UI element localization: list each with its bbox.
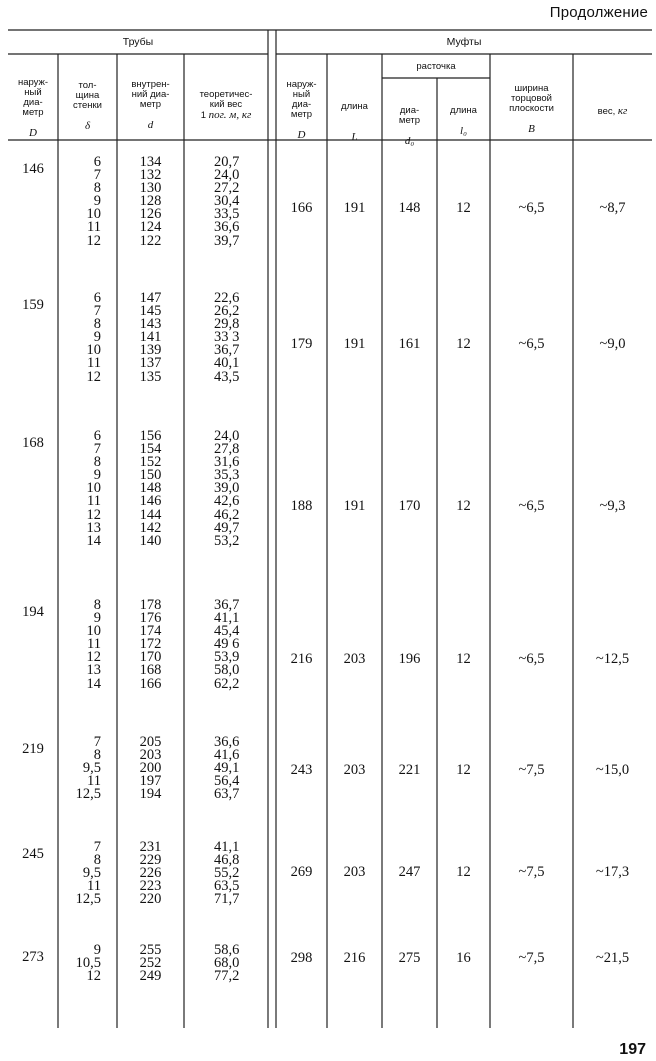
- row-bore-diameter: 221: [398, 762, 421, 778]
- row-coupling-outer-diameter: 216: [290, 651, 313, 667]
- header-coupling-length-symbol: L: [351, 131, 358, 143]
- row-outer-diameter: 219: [22, 741, 44, 757]
- row-bore-length: 12: [456, 498, 471, 514]
- header-theoretical-weight: [184, 80, 268, 121]
- row-theoretical-weight: 41,1 46,8 55,2 63,5 71,7: [214, 839, 240, 908]
- row-face-width: ~6,5: [518, 200, 545, 216]
- row-coupling-length: 191: [343, 200, 366, 216]
- row-inner-diameter: 205 203 200 197 194: [139, 734, 162, 803]
- row-wall-thickness: 7 8 9,5 11 12,5: [75, 839, 101, 908]
- row-face-width: ~7,5: [518, 762, 545, 778]
- row-bore-diameter: 275: [398, 950, 421, 966]
- header-face-width: [490, 74, 573, 135]
- row-coupling-outer-diameter: 269: [290, 864, 313, 880]
- row-bore-length: 16: [456, 950, 471, 966]
- header-coupling-weight-unit: кг: [617, 105, 628, 117]
- row-coupling-weight: ~15,0: [595, 762, 630, 778]
- header-theoretical-weight-label: теоретичес- кий вес 1: [199, 89, 253, 121]
- row-face-width: ~6,5: [518, 498, 545, 514]
- row-coupling-outer-diameter: 298: [290, 950, 313, 966]
- row-bore-diameter: 196: [398, 651, 421, 667]
- header-bore-length: [437, 96, 490, 137]
- row-wall-thickness: 6 7 8 9 10 11 12 13 14: [86, 428, 101, 549]
- row-inner-diameter: 231 229 226 223 220: [139, 839, 162, 908]
- header-bore-diameter: [382, 96, 437, 147]
- row-outer-diameter: 194: [22, 604, 44, 620]
- header-coupling-outer-diameter-symbol: D: [297, 129, 306, 141]
- header-coupling-weight-label: вес,: [597, 106, 618, 117]
- header-bore-diameter-label: диа- метр: [398, 105, 421, 126]
- row-bore-diameter: 148: [398, 200, 421, 216]
- header-pipe-outer-diameter-symbol: D: [29, 127, 37, 139]
- row-bore-length: 12: [456, 762, 471, 778]
- row-face-width: ~6,5: [518, 651, 545, 667]
- header-wall-thickness-symbol: δ: [84, 120, 91, 132]
- row-wall-thickness: 8 9 10 11 12 13 14: [86, 597, 101, 692]
- row-theoretical-weight: 36,6 41,6 49,1 56,4 63,7: [214, 734, 240, 803]
- header-couplings: Муфты: [446, 36, 482, 48]
- row-coupling-length: 203: [343, 864, 366, 880]
- row-outer-diameter: 146: [22, 161, 44, 177]
- row-theoretical-weight: 58,6 68,0 77,2: [214, 942, 240, 985]
- header-face-width-label: ширина торцовой плоскости: [509, 83, 554, 114]
- row-wall-thickness: 6 7 8 9 10 11 12: [86, 154, 101, 249]
- row-coupling-length: 191: [343, 336, 366, 352]
- header-coupling-outer-diameter: [276, 70, 327, 141]
- row-bore-length: 12: [456, 336, 471, 352]
- row-coupling-weight: ~21,5: [595, 950, 630, 966]
- header-coupling-weight: [573, 96, 652, 117]
- row-theoretical-weight: 22,6 26,2 29,8 33 3 36,7 40,1 43,5: [214, 290, 240, 385]
- header-pipe-outer-diameter-label: наруж- ный диа- метр: [17, 77, 49, 118]
- continued-label: Продолжение: [549, 4, 648, 21]
- row-coupling-weight: ~9,0: [599, 336, 626, 352]
- row-coupling-outer-diameter: 179: [290, 336, 313, 352]
- row-coupling-length: 203: [343, 651, 366, 667]
- row-outer-diameter: 273: [22, 949, 44, 965]
- header-bore-length-label: длина: [450, 105, 477, 116]
- row-theoretical-weight: 36,7 41,1 45,4 49 6 53,9 58,0 62,2: [214, 597, 240, 692]
- row-face-width: ~6,5: [518, 336, 545, 352]
- row-face-width: ~7,5: [518, 950, 545, 966]
- header-coupling-length-label: длина: [341, 101, 368, 112]
- row-bore-length: 12: [456, 200, 471, 216]
- header-inner-diameter: [117, 70, 184, 131]
- row-bore-diameter: 161: [398, 336, 421, 352]
- row-outer-diameter: 245: [22, 846, 44, 862]
- header-bore-length-symbol: l₀: [460, 125, 467, 137]
- header-inner-diameter-label: внутрен- ний диа- метр: [131, 79, 170, 110]
- row-inner-diameter: 255 252 249: [139, 942, 162, 985]
- header-wall-thickness: [58, 71, 117, 132]
- row-bore-diameter: 170: [398, 498, 421, 514]
- row-coupling-outer-diameter: 188: [290, 498, 313, 514]
- row-coupling-weight: ~9,3: [599, 498, 626, 514]
- row-coupling-length: 191: [343, 498, 366, 514]
- row-face-width: ~7,5: [518, 864, 545, 880]
- row-inner-diameter: 134 132 130 128 126 124 122: [139, 154, 162, 249]
- row-coupling-length: 203: [343, 762, 366, 778]
- row-coupling-weight: ~12,5: [595, 651, 630, 667]
- row-coupling-weight: ~8,7: [599, 200, 626, 216]
- row-coupling-outer-diameter: 166: [290, 200, 313, 216]
- header-theoretical-weight-unit: пог. м, кг: [208, 109, 252, 121]
- row-coupling-outer-diameter: 243: [290, 762, 313, 778]
- header-coupling-length: [327, 92, 382, 143]
- row-inner-diameter: 147 145 143 141 139 137 135: [139, 290, 162, 385]
- header-bore-diameter-symbol: d₀: [404, 135, 415, 147]
- row-theoretical-weight: 24,0 27,8 31,6 35,3 39,0 42,6 46,2 49,7 53,2: [214, 428, 240, 549]
- row-bore-diameter: 247: [398, 864, 421, 880]
- row-inner-diameter: 156 154 152 150 148 146 144 142 140: [139, 428, 162, 549]
- header-bore: расточка: [416, 61, 456, 72]
- row-wall-thickness: 9 10,5 12: [75, 942, 101, 985]
- header-pipes: Трубы: [122, 36, 154, 48]
- header-face-width-symbol: B: [528, 123, 535, 135]
- row-wall-thickness: 6 7 8 9 10 11 12: [86, 290, 101, 385]
- row-wall-thickness: 7 8 9,5 11 12,5: [75, 734, 101, 803]
- row-theoretical-weight: 20,7 24,0 27,2 30,4 33,5 36,6 39,7: [214, 154, 240, 249]
- header-inner-diameter-symbol: d: [147, 119, 154, 131]
- row-bore-length: 12: [456, 864, 471, 880]
- row-coupling-length: 216: [343, 950, 366, 966]
- row-outer-diameter: 168: [22, 435, 44, 451]
- row-outer-diameter: 159: [22, 297, 44, 313]
- row-coupling-weight: ~17,3: [595, 864, 630, 880]
- header-wall-thickness-label: тол- щина стенки: [73, 80, 102, 111]
- header-pipe-outer-diameter: [8, 68, 58, 139]
- header-coupling-outer-diameter-label: наруж- ный диа- метр: [286, 79, 317, 120]
- page-number: 197: [619, 1041, 646, 1058]
- row-bore-length: 12: [456, 651, 471, 667]
- row-inner-diameter: 178 176 174 172 170 168 166: [139, 597, 162, 692]
